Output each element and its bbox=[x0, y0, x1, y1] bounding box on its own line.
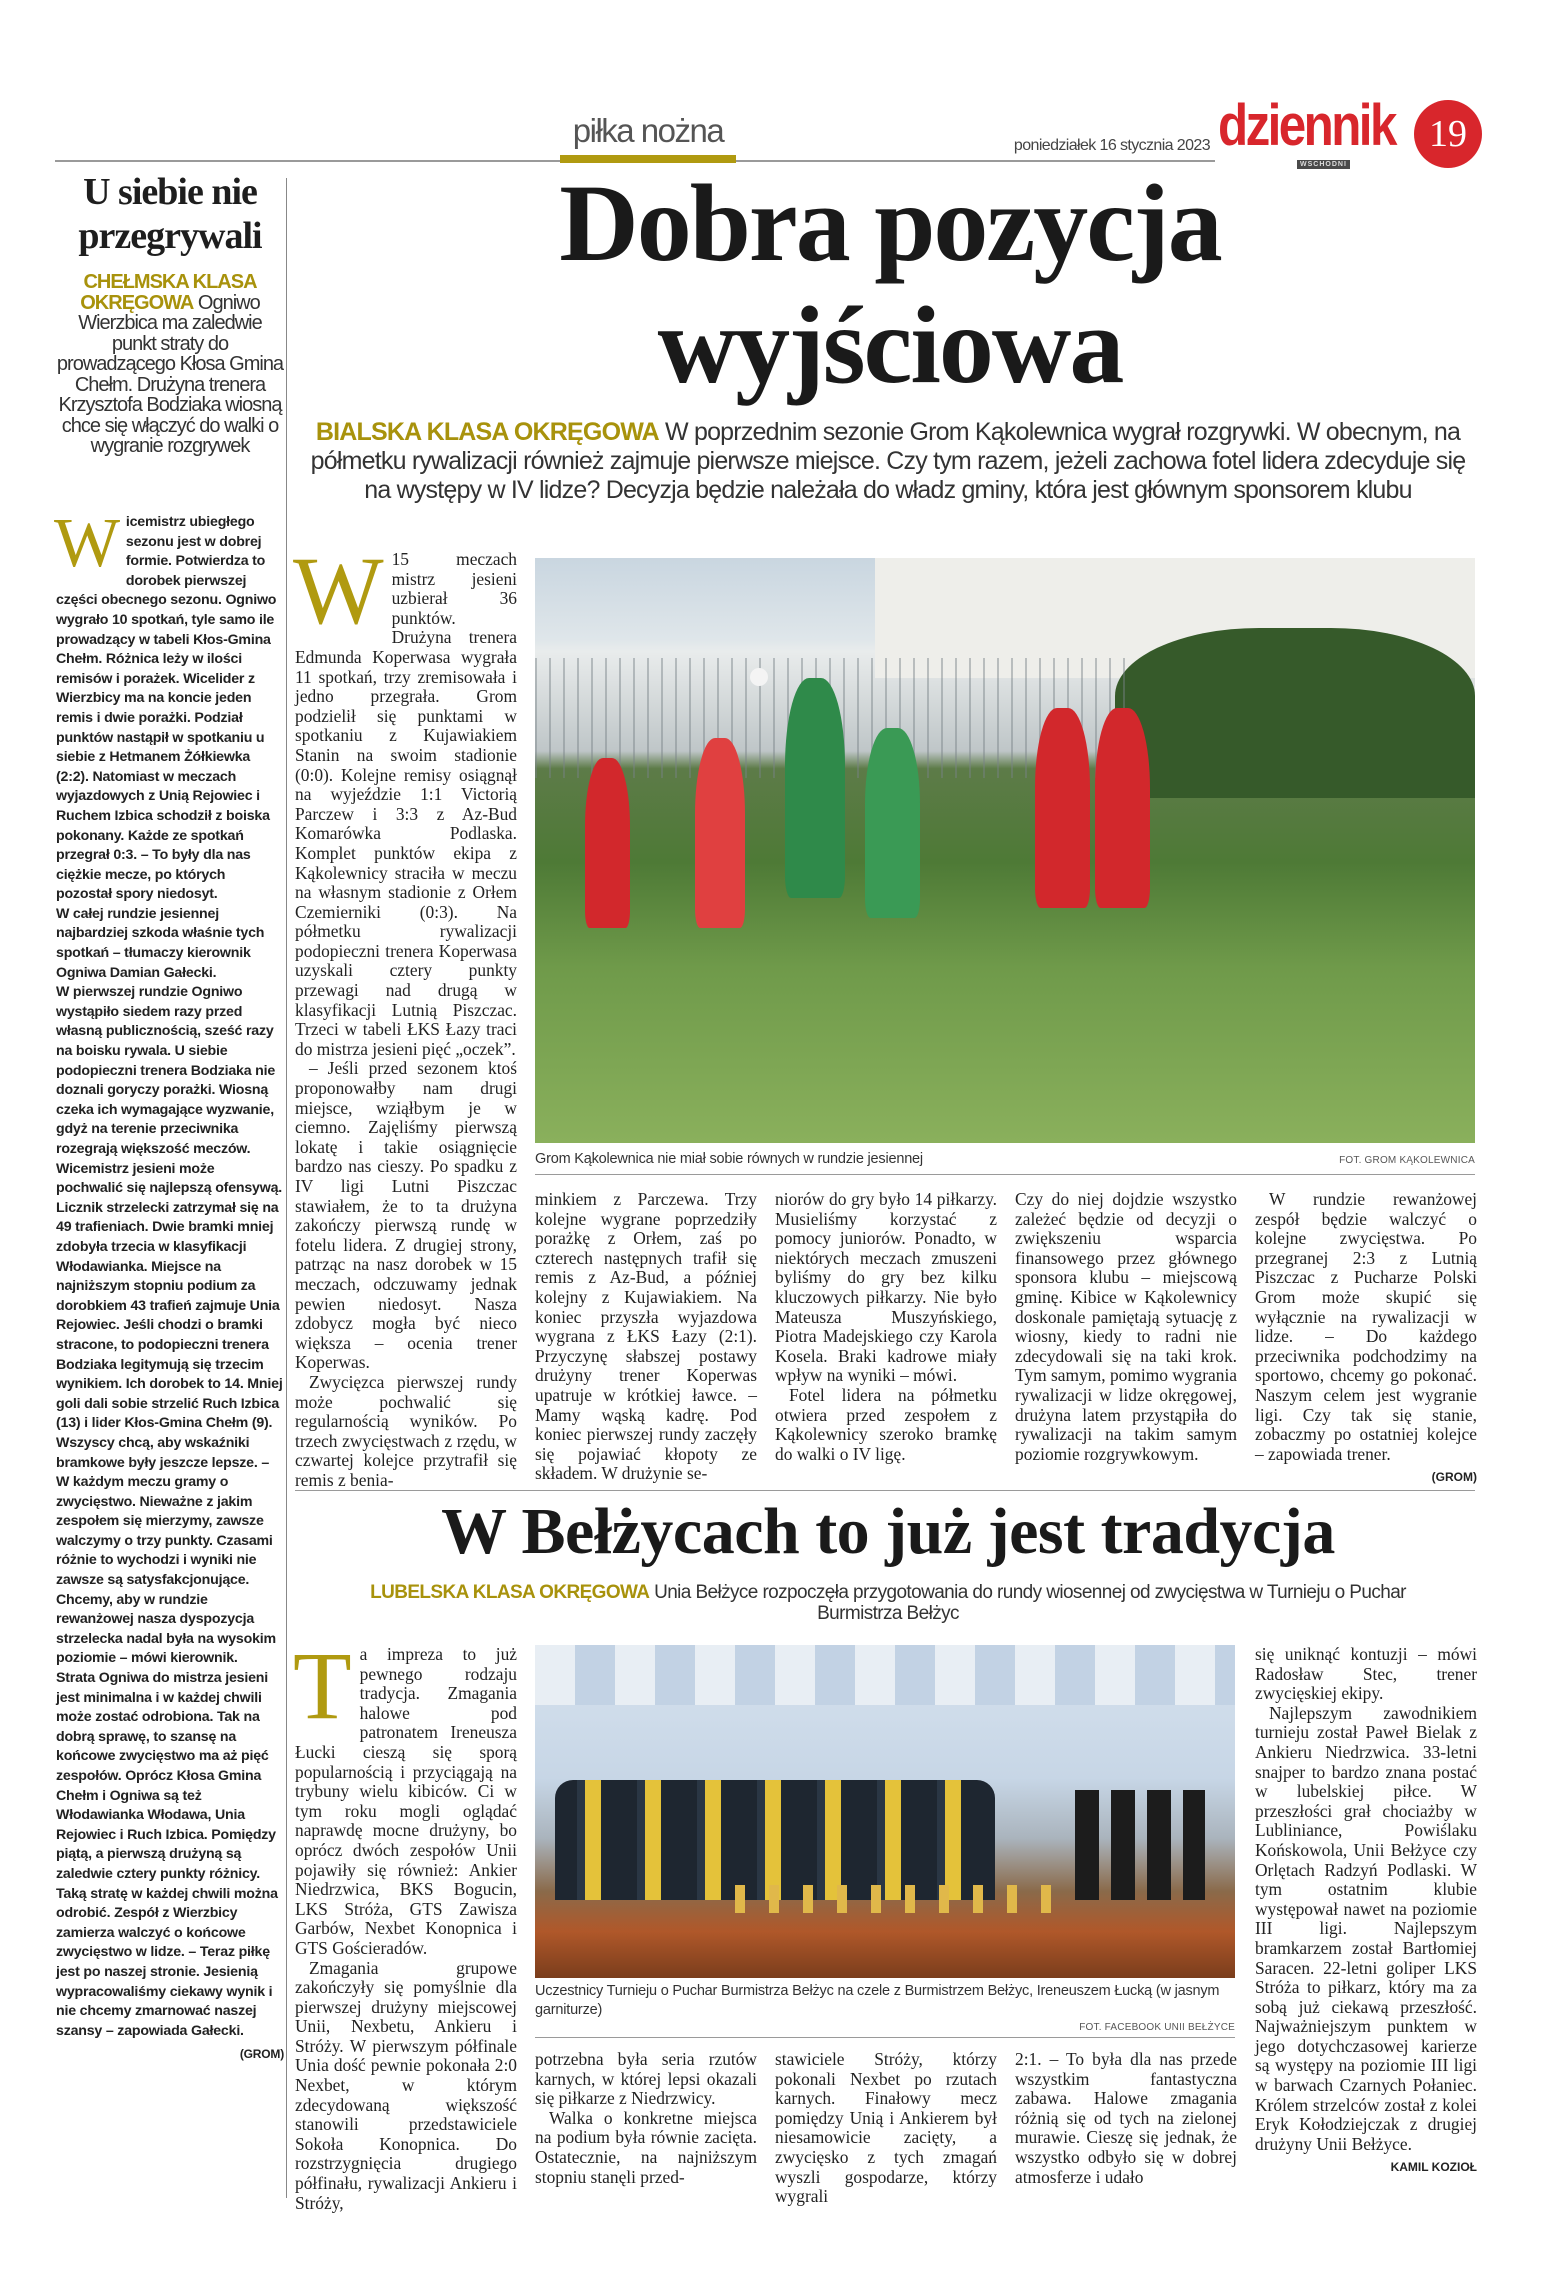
photo-trophies bbox=[735, 1885, 1055, 1913]
article1-standfirst bbox=[296, 418, 1480, 505]
newspaper-logo-sub: WSCHODNI bbox=[1297, 160, 1350, 169]
sidebar-paragraph bbox=[54, 505, 284, 905]
article2-paragraph: potrzebna była seria rzutów karnych, w której lepsi okazali się piłkarze z Niedrzwicy. bbox=[535, 2049, 757, 2109]
sidebar-paragraph: Strata Ogniwa do mistrza jesieni jest minimalna i w każdej chwili może zostać odrobiona. Tak na dobrą sprawę, to szansę na końcowe zwycięstwo ma aż pięć zespołów. Oprócz Kłosa Gmina Chełm i Ogniwa są też Włodawianka Włodawa, Unia Rejowiec i Ruch Izbica. Pomiędzy piątą, a pierwszą drużyną są zaledwie cztery punkty różnicy. Taką stratę w każdej chwili można odrobić. Zespół z Wierzbicy zamierza walczyć o końcowe zwycięstwo w lidze. – Teraz piłkę jest po naszej stronie. Jesienią wypracowaliśmy ciekawy wynik i nie chcemy zmarnować naszej szansy – zapowiada Gałecki. bbox=[56, 1670, 278, 2039]
article2-paragraph-text: a impreza to już pewnego rodzaju tradycja. Zmagania halowe pod patronatem Ireneusza Łucki cieszą się sporą popularnością i przyciągają na trybuny wielu kibiców. Ci w tym roku mogli oglądać naprawdę mocne drużyny, bo oprócz dwóch zespołów Unii pojawiły się również: Ankier Niedrzwica, BKS Bogucin, LKS Stróża, GTS Zawisza Garbów, Nexbet Konopnica i GTS Gościeradów. bbox=[295, 1644, 517, 1958]
article2-column-1 bbox=[293, 1632, 517, 2213]
sidebar-paragraph: W całej rundzie jesiennej najbardziej szkoda właśnie tych spotkań – tłumaczy kierownik Ogniwa Damian Gałecki. bbox=[56, 905, 265, 981]
article1-dropcap: W bbox=[293, 537, 384, 644]
article1-column-3 bbox=[775, 1190, 997, 1485]
article2-column-3 bbox=[775, 2049, 997, 2207]
article2-dropcap: T bbox=[293, 1632, 352, 1739]
article2-paragraph: Zmagania grupowe zakończyły się pomyślnie dla pierwszej drużyny miejscowej Unii, Nexbetu, Ankieru i Stróży. W pierwszym półfinale Unia dość pewnie pokonała 2:0 Nexbet, w którym zdecydowaną większość stanowili przedstawiciele Sokoła Konopnica. Do rozstrzygnięcia drugiego półfinału, rywalizacji Ankieru i Stróży, bbox=[295, 1957, 517, 2213]
issue-date: poniedziałek 16 stycznia 2023 bbox=[1013, 137, 1210, 154]
article2-photo-credit: FOT. FACEBOOK UNII BEŁŻYCE bbox=[1079, 2022, 1235, 2033]
article2-standfirst bbox=[296, 1582, 1480, 1624]
photo-trees bbox=[1115, 628, 1475, 798]
article1-kicker: BIALSKA KLASA OKRĘGOWA bbox=[315, 418, 659, 446]
page-number: 19 bbox=[1414, 100, 1482, 168]
article1-column-2 bbox=[535, 1190, 757, 1485]
article1-paragraph: Zwycięzca pierwszej rundy może pochwalić się regularnością wyników. Po trzech zwycięstwach z rzędu, w czwartej kolejce przytrafił się remis z benia- bbox=[295, 1371, 517, 1490]
sidebar-headline: U siebie nie przegrywali bbox=[78, 171, 262, 257]
article-separator bbox=[295, 1490, 1475, 1491]
photo-player-green bbox=[865, 728, 920, 918]
article1-paragraph: W rundzie rewanżowej zespół będzie walczyć o kolejne zwycięstwa. Po przegranej 2:3 z Lutnią Piszczac z Pucharze Polski Grom może skupić się wyłącznie na rywalizacji w lidze. – Do każdego przeciwnika podchodzimy na sportowo, chcemy go pokonać. Naszym celem jest wygranie ligi. Czy tak się stanie, zobaczmy po ostatniej kolejce – zapowiada trener. bbox=[1255, 1189, 1477, 1464]
photo-referees bbox=[1075, 1790, 1205, 1900]
article1-paragraph: Czy do niej dojdzie wszystko zależeć będzie od decyzji o zwiększeniu wsparcia finansowego przez głównego sponsora klubu – miejscową gminę. Kibice w Kąkolewnicy doskonale pamiętają sytuację z wiosny, kiedy to radni nie zdecydowali się na taki krok. Tym samym, pomimo wygrania rywalizacji w lidze okręgowej, drużyna latem przystąpiła do rywalizacji na takim samym poziomie rozgrywkowym. bbox=[1015, 1189, 1237, 1464]
article2-paragraph: Najlepszym zawodnikiem turnieju został Paweł Bielak z Ankieru Niedrzwica. 33-letni snajper to bardzo znana postać w lubelskiej piłce. W przeszłości grał chociażby w Lubliniance, Powiślaku Końskowola, Unii Bełżyce czy Orlętach Radzyń Podlaski. W tym ostatnim klubie występował nawet na poziomie III ligi. Najlepszym bramkarzem został Bartłomiej Saracen. 22-letni goliper LKS Stróża to piłkarz, który ma za sobą już ciekawą przeszłość. Najważniejszym punktem w jego dotychczasowej karierze są występy na poziomie III ligi w barwach Czarnych Połaniec. Królem strzelców został z kolei Eryk Kołodziejczak z drugiej drużyny Unii Bełżyce. bbox=[1255, 1702, 1477, 2154]
sidebar-dropcap: W bbox=[54, 505, 120, 582]
article1-byline: (GROM) bbox=[1431, 1470, 1477, 1485]
article1-column-1 bbox=[293, 537, 517, 1490]
article1-paragraph: niorów do gry było 14 piłkarzy. Musieliśmy korzystać z pomocy juniorów. Ponadto, w niektórych meczach zmuszeni byliśmy do gry bez kilku kluczowych piłkarzy. Nie było Mateusza Muszyńskiego, Piotra Madejskiego czy Karola Kosela. Braki kadrowe miały wpływ na wyniki – mówi. bbox=[775, 1189, 997, 1386]
sidebar-byline: (GROM) bbox=[239, 2047, 284, 2062]
article1-photo-football-match bbox=[535, 558, 1475, 1143]
article2-paragraph: się uniknąć kontuzji – mówi Radosław Stec, trener zwycięskiej ekipy. bbox=[1255, 1644, 1477, 1704]
article2-paragraph bbox=[293, 1632, 517, 1959]
article1-paragraph: minkiem z Parczewa. Trzy kolejne wygrane poprzedziły porażkę z Orłem, zaś po czterech następnych trafił się remis z Az-Bud, a później kolejny z Kujawiakiem. Na koniec przyszła wyjazdowa wygrana z ŁKS Łazy (2:1). Przyczynę słabszej postawy drużyny trener Koperwas upatruje w krótkiej ławce. – Mamy wąską kadrę. Pod koniec pierwszej rundy zaczęły się pojawiać kłopoty ze składem. W drużynie se- bbox=[535, 1189, 757, 1484]
photo-player-red bbox=[1095, 708, 1150, 908]
sidebar-kicker: CHEŁMSKA KLASA OKRĘGOWA bbox=[80, 271, 257, 314]
article1-column-4 bbox=[1015, 1190, 1237, 1485]
photo-player-red bbox=[695, 738, 745, 928]
article2-paragraph: Walka o konkretne miejsca na podium była równie zacięta. Ostatecznie, na najniższym stopniu stanęli przed- bbox=[535, 2107, 757, 2187]
sidebar-paragraph-text: icemistrz ubiegłego sezonu jest w dobrej formie. Potwierdza to dorobek pierwszej części obecnego sezonu. Ogniwo wygrało 10 spotkań, tyle samo ile prowadzący w tabeli Kłos-Gmina Chełm. Różnica leży w ilości remisów i porażek. Wicelider z Wierzbicy ma na koncie jeden remis i dwie porażki. Podział punktów nastąpił w spotkaniu u siebie z Hetmanem Żółkiewka (2:2). Natomiast w meczach wyjazdowych z Unią Rejowiec i Ruchem Izbica schodził z boiska pokonany. Każde ze spotkań przegrał 0:3. – To były dla nas ciężkie mecze, po których pozostał spory niedosyt. bbox=[56, 514, 277, 903]
article1-photo-caption: Grom Kąkolewnica nie miał sobie równych w rundzie jesiennej bbox=[535, 1151, 923, 1167]
photo-player-green bbox=[785, 678, 845, 898]
sidebar-lead-text: Ogniwo Wierzbica ma zaledwie punkt straty do prowadzącego Kłosa Gmina Chełm. Drużyna trenera Krzysztofa Bodziaka wiosną chce się włączyć do walki o wygranie rozgrywek bbox=[56, 291, 284, 457]
article1-paragraph: Fotel lidera na półmetku otwiera przed zespołem z Kąkolewnicy szeroko bramkę do walki o IV ligę. bbox=[775, 1384, 997, 1464]
caption-rule bbox=[535, 1174, 1475, 1175]
article2-headline: W Bełżycach to już jest tradycja bbox=[441, 1495, 1335, 1568]
photo-player-red bbox=[585, 758, 630, 928]
article2-byline: KAMIL KOZIOŁ bbox=[1390, 2160, 1477, 2175]
article2-column-5 bbox=[1255, 1645, 1477, 2200]
sidebar-body bbox=[54, 505, 284, 2193]
photo-hall-wall-pattern bbox=[535, 1645, 1235, 1705]
article1-paragraph bbox=[293, 537, 517, 1059]
article1-column-5 bbox=[1255, 1190, 1477, 1485]
photo-player-red bbox=[1035, 708, 1090, 908]
photo-ball bbox=[750, 668, 768, 686]
article2-paragraph: stawiciele Stróży, którzy pokonali Nexbet po rzutach karnych. Finałowy mecz pomiędzy Unią i Ankierem był niesamowicie zacięty, a zwycięsko z tych zmagań wyszli gospodarze, którzy wygrali bbox=[775, 2049, 997, 2207]
article2-photo-team-group bbox=[535, 1645, 1235, 1978]
newspaper-logo: dziennik bbox=[1218, 93, 1395, 158]
article1-photo-credit: FOT. GROM KĄKOLEWNICA bbox=[1339, 1155, 1475, 1166]
caption-rule bbox=[535, 2037, 1235, 2038]
photo-team-row bbox=[555, 1780, 995, 1900]
article2-standfirst-text: Unia Bełżyce rozpoczęła przygotowania do rundy wiosennej od zwycięstwa w Turnieju o Puchar Burmistrza Bełżyc bbox=[649, 1582, 1406, 1624]
section-label: piłka nożna bbox=[572, 112, 724, 149]
article1-paragraph: – Jeśli przed sezonem ktoś proponowałby nam drugi miejsce, wziąłbym je w ciemno. Zajęliśmy pierwszą lokatę i takie osiągnięcie bardzo nas cieszy. Po spadku z IV ligi Lutni Piszczac stawiałem, że to ta drużyna zakończy pierwszą rundę w fotelu lidera. Z drugiej strony, patrząc na nasz dorobek w 15 meczach, odczuwamy jednak pewien niedosyt. Nasza zdobycz mogła być nieco większa – ocenia trener Koperwas. bbox=[295, 1058, 517, 1373]
article2-photo-caption: Uczestnicy Turnieju o Puchar Burmistrza Bełżyc na czele z Burmistrzem Bełżyc, Ireneuszem Łucką (w jasnym garniturze) bbox=[535, 1983, 1220, 2018]
article1-paragraph-text: 15 meczach mistrz jesieni uzbierał 36 punktów. Drużyna trenera Edmunda Koperwasa wygrała 11 spotkań, trzy zremisowała i jedno przegrała. Grom podzielił się punktami w spotkaniu z Kujawiakiem Stanin na swoim stadionie (0:0). Kolejne remisy osiągnął na wyjeździe 1:1 Victorią Parczew i 3:3 z Az-Bud Komarówka Podlaska. Komplet punktów ekipa z Kąkolewnicy straciła w meczu na własnym stadionie z Orłem Czemierniki (0:3). Na półmetku rywalizacji podopieczni trenera Koperwasa uzyskali cztery punkty przewagi nad drugą w klasyfikacji Lutnią Piszczac. Trzeci w tabeli ŁKS Łazy traci do mistrza jesieni pięć „oczek”. bbox=[295, 549, 517, 1059]
column-divider bbox=[286, 178, 287, 2198]
sidebar-paragraph: W pierwszej rundzie Ogniwo wystąpiło siedem razy przed własną publicznością, sześć razy na boisku rywala. U siebie podopieczni trenera Bodziaka nie doznali goryczy porażki. Wiosną czeka ich wymagające wyzwanie, gdyż na terenie przeciwnika rozegrają większość meczów. Wicemistrz jesieni może pochwalić się najlepszą ofensywą. Licznik strzelecki zatrzymał się na 49 trafieniach. Dwie bramki mniej zdobyła trzecia w klasyfikacji Włodawianka. Miejsce na najniższym stopniu podium za dorobkiem 43 trafień zajmuje Unia Rejowiec. Jeśli chodzi o bramki stracone, to podopieczni trenera Bodziaka legitymują się trzecim wynikiem. Ich dorobek to 14. Mniej goli dali sobie strzelić Ruch Izbica (13) i lider Kłos-Gmina Chełm (9). Wszyscy chcą, aby wskaźniki bramkowe były jeszcze lepsze. – W każdym meczu gramy o zwycięstwo. Nieważne z jakim zespołem się mierzymy, zawsze walczymy o trzy punkty. Czasami różnie to wychodzi i wyniki nie zawsze są satysfakcjonujące. Chcemy, aby w rundzie rewanżowej nasza dyspozycja strzelecka nadal była na wysokim poziomie – mówi kierownik. bbox=[56, 984, 283, 1667]
article2-kicker: LUBELSKA KLASA OKRĘGOWA bbox=[370, 1582, 650, 1603]
article1-standfirst-text: W poprzednim sezonie Grom Kąkolewnica wygrał rozgrywki. W obecnym, na półmetku rywalizacji również zajmuje pierwsze miejsce. Czy tym razem, jeżeli zachowa fotel lidera zdecyduje się na występy w IV lidze? Decyzja będzie należała do władz gminy, która jest głównym sponsorem klubu bbox=[310, 418, 1466, 504]
article2-paragraph: 2:1. – To była dla nas przede wszystkim fantastyczna zabawa. Halowe zmagania różnią się od tych na zielonej murawie. Cieszę się jednak, że wszystko odbyło się w dobrej atmosferze i udało bbox=[1015, 2049, 1237, 2187]
article1-headline: Dobra pozycja wyjściowa bbox=[559, 162, 1221, 406]
article2-column-2 bbox=[535, 2050, 757, 2195]
article2-column-4 bbox=[1015, 2050, 1237, 2195]
sidebar-lead bbox=[55, 272, 285, 457]
